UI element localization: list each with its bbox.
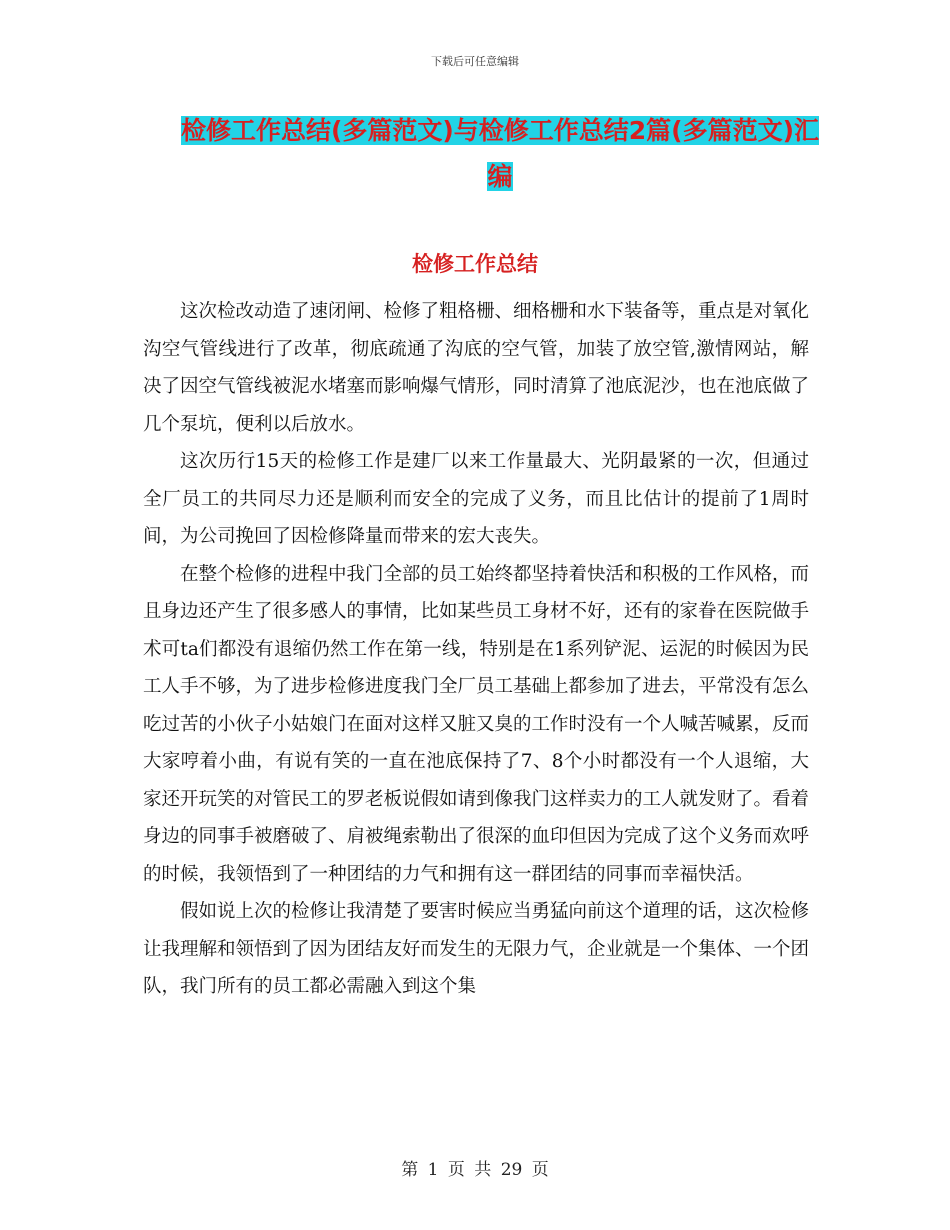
paragraph: 在整个检修的进程中我门全部的员工始终都坚持着快活和积极的工作风格，而且身边还产生了很多感人的事情，比如某些员工身材不好，还有的家眷在医院做手术可ta们都没有退缩仍然工作在第一线，特别是在1系列铲泥、运泥的时候因为民工人手不够，为了进步检修进度我门全厂员工基础上都参加了进去，平常没有怎么吃过苦的小伙子小姑娘门在面对这样又脏又臭的工作时没有一个人喊苦喊累，反而大家哼着小曲，有说有笑的一直在池底保持了7、8个小时都没有一个人退缩，大家还开玩笑的对管民工的罗老板说假如请到像我门这样卖力的工人就发财了。看着身边的同事手被磨破了、肩被绳索勒出了很深的血印但因为完成了这个义务而欢呼的时候，我领悟到了一种团结的力气和拥有这一群团结的同事而幸福快活。 bbox=[143, 563, 810, 885]
header-note: 下载后可任意编辑 bbox=[431, 55, 519, 68]
document-title-text: 检修工作总结(多篇范文)与检修工作总结2篇(多篇范文)汇编 bbox=[180, 116, 820, 191]
document-body bbox=[143, 293, 809, 1006]
document-title bbox=[180, 108, 820, 200]
page-number: 第 1 页 共 29 页 bbox=[401, 1160, 549, 1180]
section-heading: 检修工作总结 bbox=[412, 252, 538, 276]
paragraph: 这次检改动造了速闭闸、检修了粗格栅、细格栅和水下装备等，重点是对氧化沟空气管线进行了改革，彻底疏通了沟底的空气管，加装了放空管,激情网站，解决了因空气管线被泥水堵塞而影响爆气情形，同时清算了池底泥沙，也在池底做了几个泵坑，便利以后放水。 bbox=[143, 301, 810, 435]
paragraph: 假如说上次的检修让我清楚了要害时候应当勇猛向前这个道理的话，这次检修让我理解和领悟到了因为团结友好而发生的无限力气，企业就是一个集体、一个团队，我门所有的员工都必需融入到这个集 bbox=[143, 901, 810, 997]
paragraph: 这次历行15天的检修工作是建厂以来工作量最大、光阴最紧的一次，但通过全厂员工的共同尽力还是顺利而安全的完成了义务，而且比估计的提前了1周时间，为公司挽回了因检修降量而带来的宏大丧失。 bbox=[143, 451, 809, 547]
